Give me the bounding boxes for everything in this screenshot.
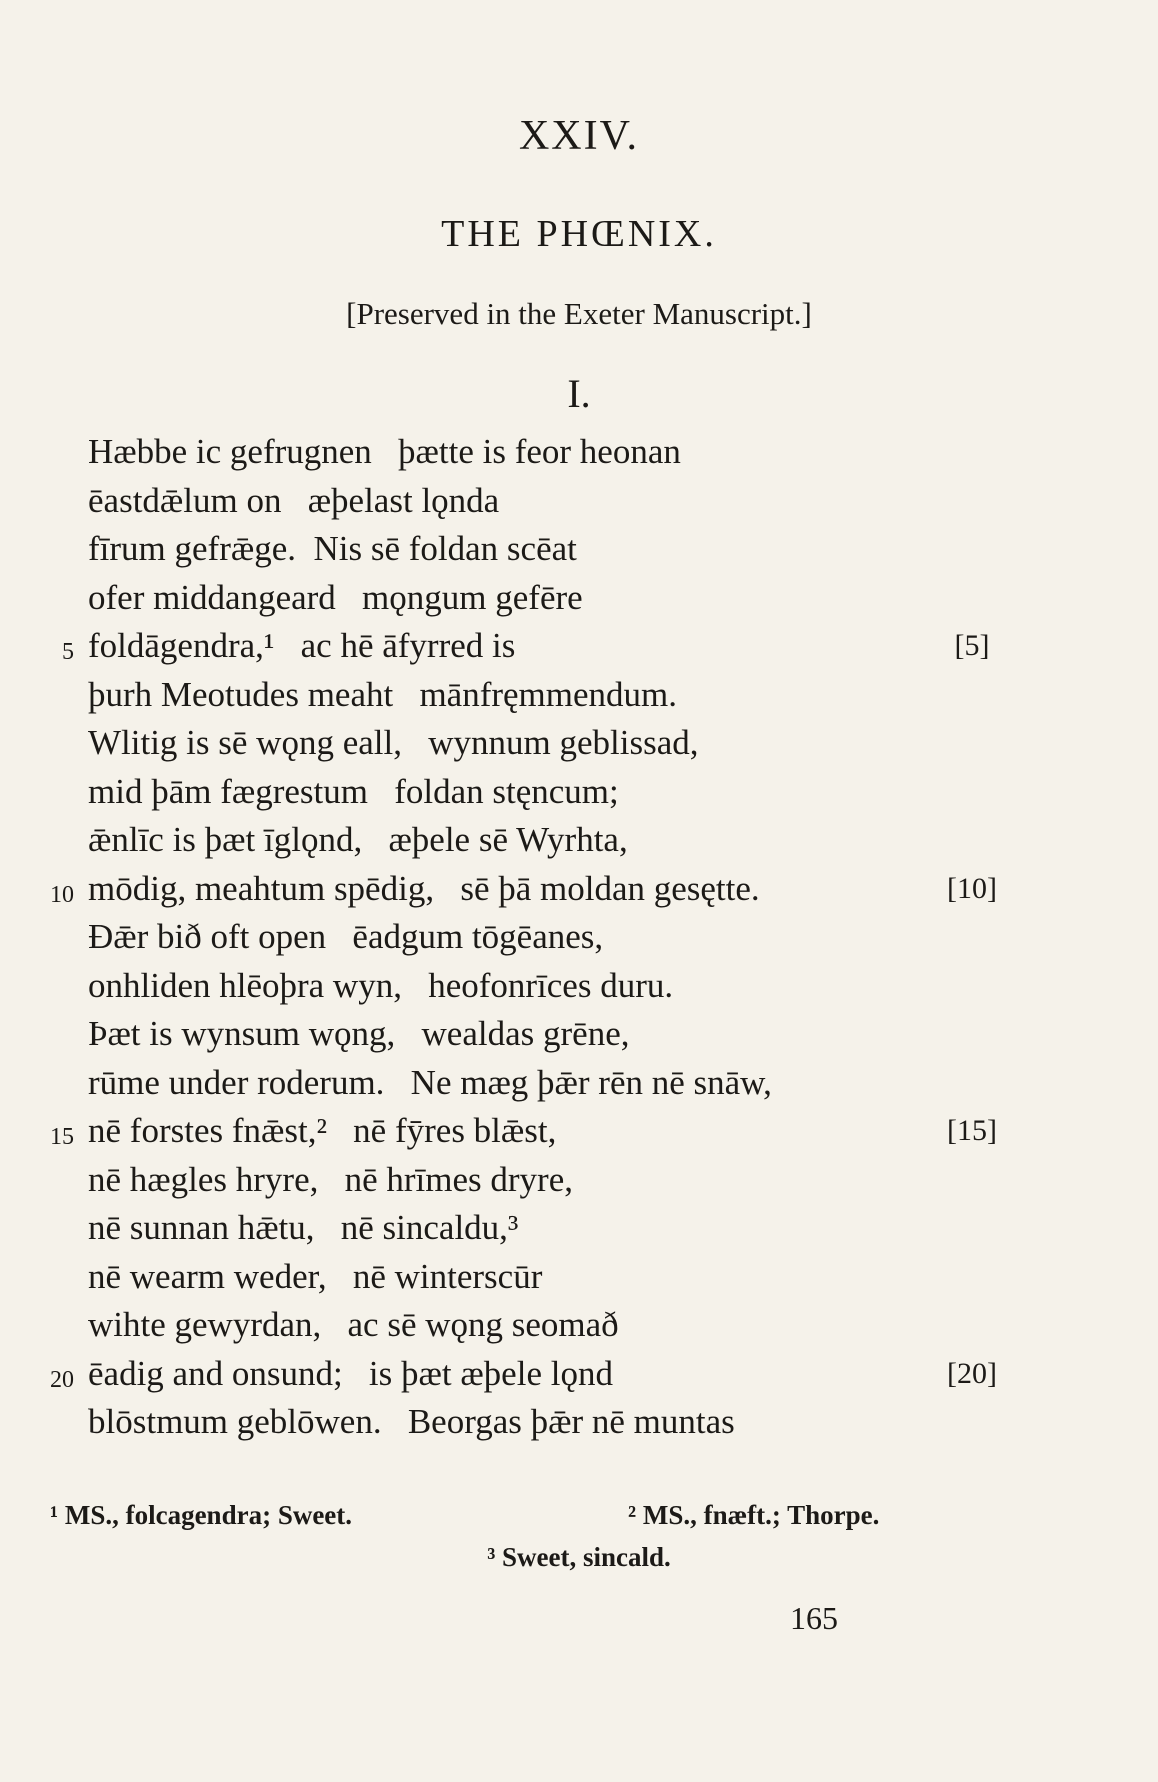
chapter-number: XXIV. [518,113,640,159]
footnote-2: ² MS., fnæft.; Thorpe. [628,1500,880,1530]
line-text: fīrum gefrǣge. Nis sē foldan scēat [88,529,577,568]
line-text: þurh Meotudes meaht mānfręmmendum. [88,674,678,714]
line-marker: [10] [947,871,997,905]
line-text: mōdig, meahtum spēdig, sē þā moldan gesętte. [88,868,760,908]
footnote-3: ³ Sweet, sincald. [487,1542,671,1572]
poem-line [0,525,1158,574]
poem-line [0,1253,1158,1302]
line-number: 15 [50,1124,74,1150]
line-text: ofer middangeard mǫngum gefēre [88,577,583,617]
line-text: nē sunnan hǣtu, nē sincaldu,³ [88,1208,519,1247]
line-text: nē hægles hryre, nē hrīmes dryre, [88,1159,573,1199]
line-number: 5 [62,639,74,665]
poem-line [0,1107,1158,1156]
poem-title: THE PHŒNIX. [441,213,717,255]
poem-line [0,865,1158,914]
line-text: Wlitig is sē wǫng eall, wynnum geblissad, [88,723,699,762]
poem-line [0,477,1158,526]
line-text: Hæbbe ic gefrugnen þætte is feor heonan [88,432,681,471]
line-text: onhliden hlēoþra wyn, heofonrīces duru. [88,965,674,1005]
poem-line [0,622,1158,671]
poem-line [0,1398,1158,1447]
line-text: nē wearm weder, nē winterscūr [88,1256,543,1296]
line-text: foldāgendra,¹ ac hē āfyrred is [88,626,516,665]
line-marker: [5] [954,629,990,662]
line-text: rūme under roderum. Ne mæg þǣr rēn nē snāw, [88,1062,772,1102]
poem-line [0,1301,1158,1350]
poem-line [0,574,1158,623]
poem-line [0,1010,1158,1059]
line-text: wihte gewyrdan, ac sē wǫng seomað [88,1305,619,1344]
line-number: 20 [50,1366,74,1393]
poem-line [0,1204,1158,1253]
line-text: ēadig and onsund; is þæt æþele lǫnd [88,1353,613,1393]
poem-line [0,816,1158,865]
poem-line [0,1156,1158,1205]
poem-line [0,913,1158,962]
poem-line [0,719,1158,768]
line-text: ēastdǣlum on æþelast lǫnda [88,480,500,520]
line-text: Þæt is wynsum wǫng, wealdas grēne, [88,1014,630,1053]
poem-line [0,768,1158,817]
provenance-note: [Preserved in the Exeter Manuscript.] [346,296,812,331]
poem-line [0,1059,1158,1108]
page-number: 165 [790,1600,838,1636]
poem-line [0,671,1158,720]
poem-body [0,428,1158,1447]
line-number: 10 [50,881,74,908]
line-text: ǣnlīc is þæt īglǫnd, æþele sē Wyrhta, [88,820,628,859]
section-number: I. [567,371,591,416]
footnotes [0,1500,1158,1584]
line-marker: [15] [947,1114,997,1147]
poem-line [0,962,1158,1011]
line-marker: [20] [947,1356,997,1390]
poem-line [0,1350,1158,1399]
line-text: Ðǣr bið oft open ēadgum tōgēanes, [88,917,604,956]
footnote-1: ¹ MS., folcagendra; Sweet. [50,1500,353,1530]
poem-line [0,428,1158,477]
line-text: mid þām fægrestum foldan stęncum; [88,771,619,811]
line-text: blōstmum geblōwen. Beorgas þǣr nē muntas [88,1402,735,1441]
line-text: nē forstes fnǣst,² nē fȳres blǣst, [88,1111,557,1150]
